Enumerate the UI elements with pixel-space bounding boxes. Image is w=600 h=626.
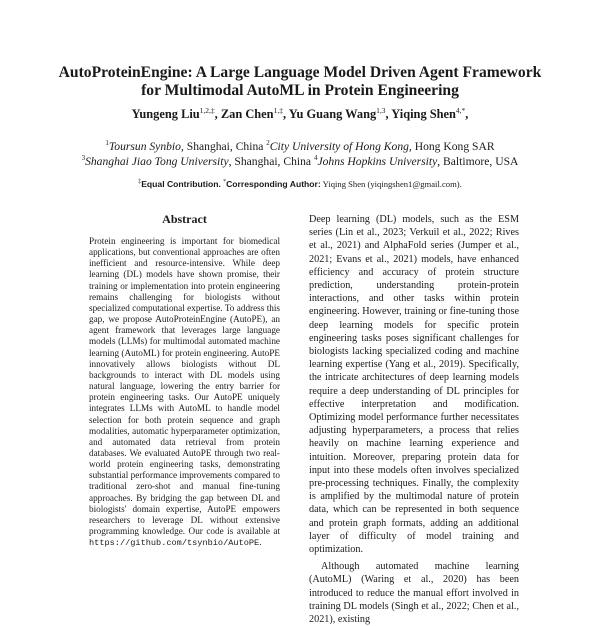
paper-title-line-1: AutoProteinEngine: A Large Language Model Driven Agent Framework [58,64,542,81]
body-paragraph-2: Although automated machine learning (AutoML) (Waring et al., 2020) has been introduced to reduce the manual effort involved in training DL models (Singh et al., 2022; Chen et al., 2021), existing [309,561,519,626]
affiliation-mark: 4 [313,154,318,162]
affiliation-name: Shanghai Jiao Tong University [85,154,229,168]
author-trailing-comma: , [465,107,469,122]
author-affiliation-marks: 1,‡ [273,106,283,115]
affiliation-name: Toursun Synbio [108,139,181,153]
abstract-paragraph [89,236,280,549]
affiliation-name: Johns Hopkins University [317,154,438,168]
abstract-end: . [259,537,262,548]
corresponding-author-mark: * [223,179,227,186]
affiliation-location: , Baltimore, USA [437,154,519,168]
affiliation-name: City University of Hong Kong [269,139,409,153]
affiliations-line-2 [0,151,600,169]
equal-contribution-label: Equal Contribution. [141,179,221,189]
code-url-link[interactable]: https://github.com/tsynbio/AutoPE [89,538,260,549]
abstract-text: Protein engineering is important for biomedical applications, but conventional approaches are often inefficient and resource-intensive. While deep learning (DL) models have shown promise, their training or implementation into protein engineering remains challenging for biologists without specialized computational expertise. To address this gap, we propose AutoProteinEngine (AutoPE), an agent framework that leverages large language models (LLMs) for multimodal automated machine learning (AutoML) for protein engineering. AutoPE innovatively allows biologists without DL backgrounds to interact with DL models using natural language, lowering the entry barrier for protein engineering tasks. Our AutoPE uniquely integrates LLMs with AutoML to handle model selection for both protein sequence and graph modalities, automatic hyperparameter optimization, and automated data retrieval from protein databases. We evaluated AutoPE through two real-world protein engineering tasks, demonstrating substantial performance improvements compared to traditional zero-shot and manual fine-tuning approaches. By bridging the gap between DL and biologists' domain expertise, AutoPE empowers researchers to leverage DL without extensive programming knowledge. Our code is available at [89,236,280,537]
corresponding-author-text: Yiqing Shen (yiqingshen1@gmail.com). [320,179,462,189]
author-name: Zan Chen [220,107,274,122]
author-affiliation-marks: 1,2,‡ [199,106,215,115]
author-separator: , [214,107,221,122]
contribution-note [0,179,600,189]
author-name: Yungeng Liu [131,107,200,122]
body-paragraph-1: Deep learning (DL) models, such as the ESM series (Lin et al., 2023; Verkuil et al., 2022; Rives et al., 2021) and AlphaFold series (Jumper et al., 2021; Evans et al., 2021) models, have enhanced efficiency and accuracy of protein structure prediction, understanding protein-protein interactions, and other tasks within protein engineering. However, training or fine-tuning those deep learning models for specific protein engineering tasks poses significant challenges for biologists lacking specialized coding and machine learning expertise (Yang et al., 2019). Specifically, the intricate architectures of deep learning models require a deep understanding of DL principles for effective interpretation and modification. Optimizing model performance further necessitates adjusting hyperparameters, a process that relies heavily on machine learning experience and intuition. Moreover, preparing protein data for input into these models often involves specialized pre-processing techniques. Finally, the complexity is amplified by the multimodal nature of protein data, which can be represented in both sequence and protein graph formats, adding an additional layer of difficulty of model training and optimization. [309,214,519,556]
affiliation-mark: 2 [266,139,270,147]
author-separator: , [282,107,289,122]
author-name: Yu Guang Wang [288,107,377,122]
affiliation-mark: 3 [81,154,86,162]
corresponding-author-label: Corresponding Author: [226,179,321,189]
right-column-body [309,213,519,626]
affiliation-mark: 1 [105,139,109,147]
abstract-heading: Abstract [162,212,207,226]
affiliation-location: , Hong Kong SAR [408,139,495,153]
affiliation-location: , Shanghai, China [228,154,314,168]
author-name: Yiqing Shen [391,107,456,122]
paper-title-line-2: for Multimodal AutoML in Protein Engineering [141,82,459,99]
equal-contribution-mark: ‡ [138,179,142,186]
author-separator: , [385,107,392,122]
abstract-body [89,236,280,549]
affiliation-location: , Shanghai, China [180,139,267,153]
author-list [0,106,600,122]
author-affiliation-marks: 1,3 [376,106,386,115]
author-affiliation-marks: 4,* [455,106,466,115]
